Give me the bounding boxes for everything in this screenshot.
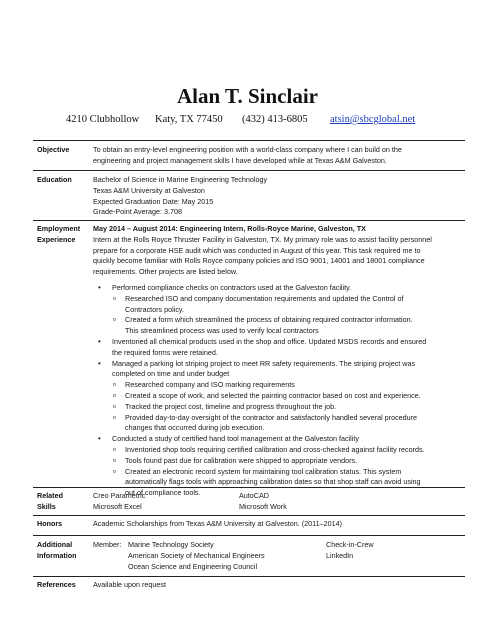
- sub-bullet-item: o Provided day-to-day oversight of the contractor and satisfactorily handled several procedure: [93, 413, 463, 424]
- references-label: References: [37, 580, 76, 589]
- divider-top: [33, 140, 465, 141]
- honors-text: Academic Scholarships from Texas A&M University at Galveston. (2011–2014): [93, 519, 343, 528]
- skills-label-line1: Related: [37, 491, 63, 500]
- city-state-zip: Katy, TX 77450: [155, 114, 223, 125]
- skill-item: AutoCAD: [239, 491, 269, 500]
- sub-bullet-item: o Created an electronic record system for maintaining tool calibration status. This system: [93, 467, 463, 478]
- sub-bullet-item: o Tools found past due for calibration were shipped to appropriate vendors.: [93, 456, 463, 467]
- bullet-item: • Inventoried all chemical products used in the shop and office. Updated MSDS records and ensured: [93, 337, 463, 348]
- job-heading: May 2014 – August 2014: Engineering Intern, Rolls-Royce Marine, Galveston, TX: [93, 224, 366, 233]
- skills-column-1: [93, 491, 145, 513]
- skills-label-line2: Skills: [37, 501, 56, 511]
- sub-bullet-item: o Researched ISO and company documentation requirements and updated the Control of: [93, 294, 463, 305]
- membership-item: Marine Technology Society: [128, 540, 214, 549]
- employment-text: [93, 224, 463, 499]
- employment-label-line2: Experience: [37, 234, 76, 244]
- membership-list: [128, 540, 265, 572]
- membership-item: American Society of Mechanical Engineers: [128, 550, 265, 560]
- additional-right-column: [326, 540, 374, 562]
- sub-bullet-item: o Created a scope of work, and selected the painting contractor based on cost and experience.: [93, 391, 463, 402]
- job-intro-line: requirements. Other projects are listed below.: [93, 267, 238, 277]
- divider-education: [33, 220, 465, 221]
- divider-objective: [33, 170, 465, 171]
- employment-label-line1: Employment: [37, 224, 81, 233]
- additional-label-line1: Additional: [37, 540, 73, 549]
- sub-bullet-continuation: This streamlined process was used to verify local contractors: [125, 326, 319, 336]
- degree: Bachelor of Science in Marine Engineering Technology: [93, 175, 268, 184]
- email-link[interactable]: atsin@sbcglobal.net: [330, 114, 416, 125]
- job-intro-line: prepare for a corporate HSE audit which was conducted in August of this year. This task required me to: [93, 245, 421, 255]
- employment-label: [37, 224, 80, 246]
- additional-item: Check-in-Crew: [326, 540, 374, 549]
- education-text: [93, 175, 463, 218]
- bullet-continuation: the required forms were retained.: [112, 347, 218, 357]
- divider-honors: [33, 535, 465, 536]
- sub-bullet-item: o Created a form which streamlined the process of obtaining required contractor information.: [93, 315, 463, 326]
- address: 4210 Clubhollow: [66, 114, 140, 125]
- bullet-item: • Performed compliance checks on contractors used at the Galveston facility.: [93, 283, 463, 294]
- job-intro-line: Intern at the Rolls Royce Thruster Facility in Galveston, TX. My primary role was to assist facility personnel: [93, 234, 432, 244]
- phone-number: (432) 413-6805: [242, 114, 308, 125]
- objective-label: Objective: [37, 145, 70, 154]
- member-label: Member:: [93, 540, 122, 549]
- sub-bullet-item: o Researched company and ISO marking requirements: [93, 380, 463, 391]
- sub-bullet-continuation: Contractors policy.: [125, 304, 184, 314]
- objective-line: To obtain an entry-level engineering position with a world-class company where I can build on the: [93, 145, 402, 154]
- sub-bullet-continuation: automatically flags tools with approaching calibration dates so that shop staff can avoid using: [125, 477, 421, 487]
- additional-label: [37, 540, 77, 562]
- objective-line: engineering and project management skills I have developed while at Texas A&M Galveston.: [93, 155, 387, 165]
- skills-column-2: [239, 491, 287, 513]
- sub-bullet-item: o Tracked the project cost, timeline and progress throughout the job.: [93, 402, 463, 413]
- sub-bullet-continuation: changes that occurred during job execution.: [125, 423, 265, 433]
- bullet-item: • Conducted a study of certified hand tool management at the Galveston facility: [93, 434, 463, 445]
- job-intro-line: quickly become familiar with Rolls Royce company policies and ISO 9001, 14001 and 18001 compliance: [93, 256, 425, 266]
- divider-skills: [33, 515, 465, 516]
- skill-item: Creo Parametric: [93, 491, 146, 500]
- additional-item: LinkedIn: [326, 550, 354, 560]
- bullet-item: • Managed a parking lot striping project to meet RR safety requirements. The striping project was: [93, 359, 463, 370]
- skill-item: Microsoft Work: [239, 501, 287, 511]
- membership-item: Ocean Science and Engineering Council: [128, 561, 258, 571]
- education-label: Education: [37, 175, 72, 184]
- sub-bullet-continuation: out of compliance tools.: [125, 488, 201, 498]
- divider-employment: [33, 487, 465, 488]
- gpa: Grade-Point Average: 3.708: [93, 207, 182, 217]
- graduation-date: Expected Graduation Date: May 2015: [93, 196, 214, 206]
- university: Texas A&M University at Galveston: [93, 185, 205, 195]
- honors-label: Honors: [37, 519, 63, 528]
- objective-text: [93, 145, 463, 167]
- skill-item: Microsoft Excel: [93, 501, 142, 511]
- sub-bullet-item: o Inventoried shop tools requiring certified calibration and cross-checked against facility records.: [93, 445, 463, 456]
- skills-label: [37, 491, 63, 513]
- references-text: Available upon request: [93, 580, 166, 589]
- divider-additional: [33, 576, 465, 577]
- candidate-name: Alan T. Sinclair: [176, 84, 318, 108]
- additional-label-line2: Information: [37, 550, 77, 560]
- bullet-continuation: completed on time and under budget: [112, 369, 230, 379]
